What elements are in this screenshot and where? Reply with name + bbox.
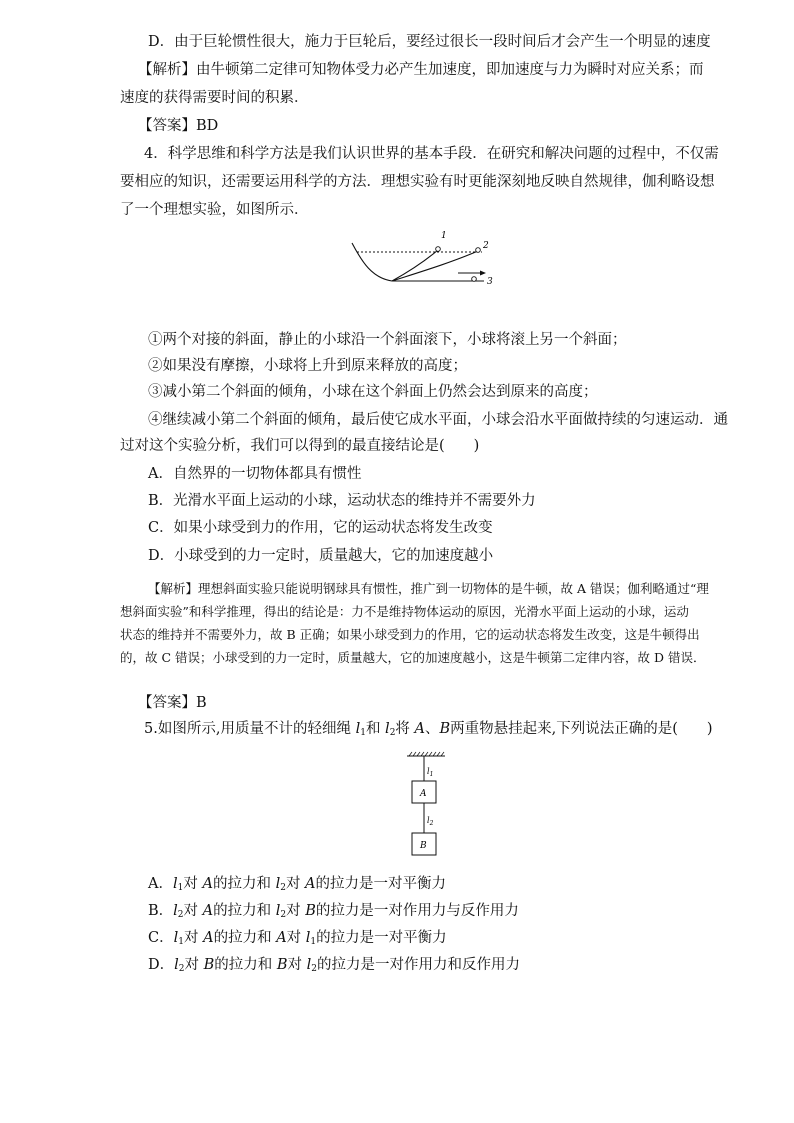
figure-label-3: 3: [487, 277, 493, 287]
q4-step-4-line-2: 过对这个实验分析，我们可以得到的最直接结论是( ): [120, 438, 480, 454]
q4-stem-line-2: 要相应的知识，还需要运用科学的方法．理想实验有时更能深刻地反映自然规律，伽利略设想: [120, 174, 715, 190]
svg-text:l2: $l_2$: [427, 816, 434, 827]
q5-option-d: D．$l_2$对 B的拉力和 B对 $l_2$的拉力是一对作用力和反作用力: [148, 957, 521, 974]
q4-option-b: B．光滑水平面上运动的小球，运动状态的维持并不需要外力: [148, 493, 536, 509]
block-a-label: A: [420, 789, 427, 799]
q4-option-a: A．自然界的一切物体都具有惯性: [148, 466, 362, 482]
q4-step-1: ①两个对接的斜面，静止的小球沿一个斜面滚下，小球将滚上另一个斜面；: [148, 332, 627, 348]
q4-step-3: ③减小第二个斜面的倾角，小球在这个斜面上仍然会达到原来的高度；: [148, 384, 598, 400]
figure-label-1: 1: [441, 231, 447, 241]
q5-option-a: A．$l_1$对 A的拉力和 $l_2$对 A的拉力是一对平衡力: [148, 876, 447, 893]
q5-option-c: C．$l_1$对 A的拉力和 A对 $l_1$的拉力是一对平衡力: [148, 930, 447, 947]
q4-analysis-line-2: 想斜面实验”和科学推理，得出的结论是：力不是维持物体运动的原因，光滑水平面上运动的小球，运动: [120, 604, 689, 619]
q5-stem: 5.如图所示,用质量不计的轻细绳 $l_1$和 $l_2$将 A、B两重物悬挂起来,下列说法正确的是( ): [144, 721, 713, 738]
q4-option-d: D．小球受到的力一定时，质量越大，它的加速度越小: [148, 548, 494, 564]
svg-text:l1: $l_1$: [427, 767, 434, 778]
q4-analysis-line-3: 状态的维持并不需要外力，故 B 正确；如果小球受到力的作用，它的运动状态将发生改变，这是牛顿得出: [120, 627, 700, 642]
q4-answer: 【答案】B: [138, 695, 207, 711]
q4-step-4-line-1: ④继续减小第二个斜面的倾角，最后使它成水平面，小球会沿水平面做持续的匀速运动．通: [148, 412, 728, 428]
q5-option-b: B．$l_2$对 A的拉力和 $l_2$对 B的拉力是一对作用力与反作用力: [148, 903, 519, 920]
q3-option-d: D．由于巨轮惯性很大，施力于巨轮后，要经过很长一段时间后才会产生一个明显的速度: [148, 34, 711, 50]
q4-stem-line-3: 了一个理想实验，如图所示．: [120, 202, 309, 218]
q3-analysis-line-2: 速度的获得需要时间的积累．: [120, 90, 309, 106]
q3-analysis-line-1: 【解析】由牛顿第二定律可知物体受力必产生加速度，即加速度与力为瞬时对应关系；而: [138, 62, 704, 78]
q4-step-2: ②如果没有摩擦，小球将上升到原来释放的高度；: [148, 358, 467, 374]
q4-analysis-line-1: 【解析】理想斜面实验只能说明钢球具有惯性，推广到一切物体的是牛顿，故 A 错误；伽利略通过“理: [148, 581, 709, 596]
q3-answer: 【答案】BD: [138, 118, 219, 134]
figure-label-2: 2: [483, 241, 489, 251]
block-b-label: B: [420, 841, 427, 851]
q4-option-c: C．如果小球受到力的作用，它的运动状态将发生改变: [148, 520, 493, 536]
q4-stem-line-1: 4．科学思维和科学方法是我们认识世界的基本手段．在研究和解决问题的过程中，不仅需: [144, 146, 719, 162]
q4-analysis-line-4: 的，故 C 错误；小球受到的力一定时，质量越大，它的加速度越小，这是牛顿第二定律内容，故 D 错误．: [120, 650, 706, 665]
